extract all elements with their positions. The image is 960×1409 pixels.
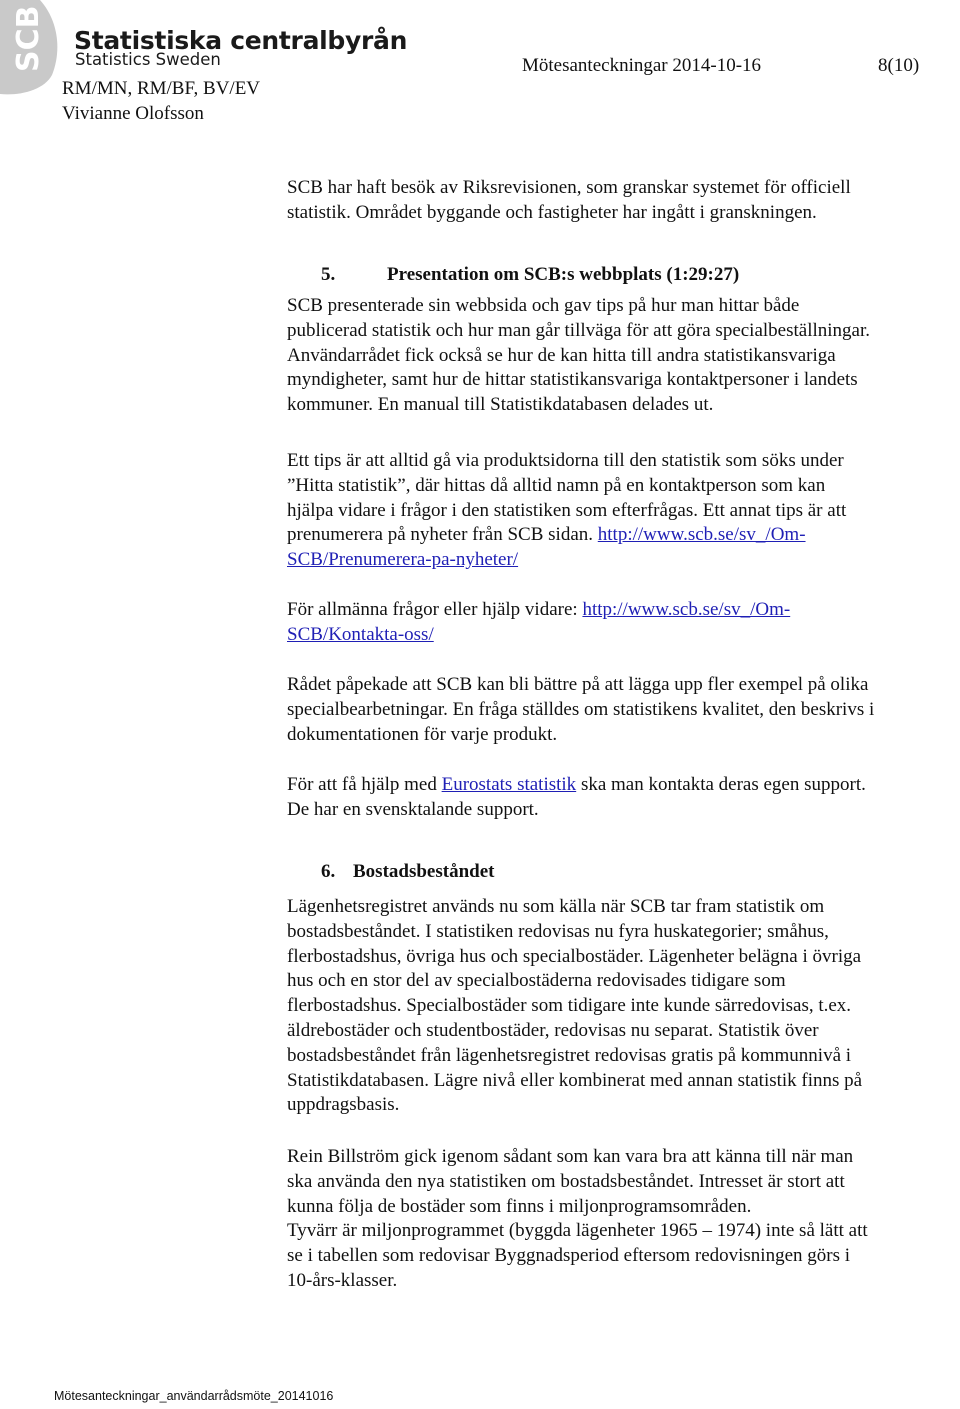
author-name: Vivianne Olofsson — [62, 103, 204, 124]
section-number: 5. — [321, 264, 336, 285]
text-line: Lägenhetsregistret används nu som källa när SCB tar fram statistik om — [287, 896, 825, 917]
text-line: flerbostadshus. Specialbostäder som tidigare inte kunde särredovisas, t.ex. — [287, 995, 852, 1017]
section-number: 6. — [321, 861, 336, 882]
text-segment: prenumerera på nyheter från SCB sidan. — [287, 524, 598, 546]
text-line: Statistikdatabasen. Lägre nivå eller kombinerat med annan statistik finns på — [287, 1069, 863, 1091]
section-heading-5 — [321, 263, 960, 288]
text-line: Rådet påpekade att SCB kan bli bättre på att lägga upp fler exempel på olika — [287, 674, 869, 695]
text-line: bostadsbeståndet från lägenhetsregistret redovisas gratis på kommunnivå i — [287, 1044, 852, 1066]
text-line: Tyvärr är miljonprogrammet (byggda lägenheter 1965 – 1974) inte så lätt att — [287, 1220, 868, 1242]
text-line: ”Hitta statistik”, där hittas då alltid namn på en kontaktperson som kan — [287, 474, 826, 496]
scb-logo-icon — [0, 0, 62, 95]
prenumerera-link-continued[interactable]: SCB/Prenumerera-pa-nyheter/ — [287, 549, 519, 571]
text-line: SCB har haft besök av Riksrevisionen, som granskar systemet för officiell — [287, 177, 851, 198]
section-heading-6 — [321, 860, 960, 885]
text-line: specialbearbetningar. En fråga ställdes om statistikens kvalitet, den beskrivs i — [287, 698, 875, 720]
text-line: hjälpa vidare i frågor i den statistiken som efterfrågas. Ett annat tips är att — [287, 499, 847, 521]
text-line: uppdragsbasis. — [287, 1094, 400, 1116]
footer-filename: Mötesanteckningar_användarrådsmöte_20141016 — [54, 1389, 334, 1403]
section-title: Presentation om SCB:s webbplats (1:29:27) — [387, 264, 740, 285]
text-line: De har en svensktalande support. — [287, 798, 539, 820]
text-line: ska använda den nya statistiken om bostadsbeståndet. Intresset är stort att — [287, 1170, 845, 1192]
paragraph-eurostat — [287, 773, 959, 823]
text-segment: ska man kontakta deras egen support. — [576, 774, 866, 795]
paragraph-miljonprogram — [287, 1145, 959, 1294]
organization-name-english: Statistics Sweden — [75, 50, 221, 69]
paragraph-tips — [287, 449, 959, 573]
text-line: hus och en stor del av specialbostäderna redovisades tidigare som — [287, 970, 786, 992]
text-line: se i tabellen som redovisar Byggnadsperiod eftersom redovisningen görs i — [287, 1245, 851, 1267]
page-number: 8(10) — [878, 55, 920, 76]
document-title: Mötesanteckningar 2014-10-16 — [522, 55, 762, 76]
logo-letters: SCB — [11, 5, 46, 72]
kontakta-oss-link[interactable]: http://www.scb.se/sv_/Om- — [582, 599, 791, 620]
text-segment: För att få hjälp med — [287, 774, 442, 795]
section-title: Bostadsbeståndet — [353, 861, 495, 882]
text-line: myndigheter, samt hur de hittar statistikansvariga kontaktpersoner i landets — [287, 369, 858, 391]
text-line: publicerad statistik och hur man går tillväga för att göra specialbeställningar. — [287, 319, 871, 341]
text-line: flerbostadshus, övriga hus och specialbostäder. Lägenheter belägna i övriga — [287, 945, 862, 967]
text-line: bostadsbeståndet. I statistiken redovisas nu fyra huskategorier; småhus, — [287, 920, 829, 942]
text-line: kunna följa de bostäder som finns i miljonprogramsområden. — [287, 1195, 752, 1217]
text-line: dokumentationen för varje produkt. — [287, 723, 558, 745]
text-line: Användarrådet fick också se hur de kan hitta till andra statistikansvariga — [287, 344, 836, 366]
prenumerera-link[interactable]: http://www.scb.se/sv_/Om- — [597, 524, 806, 546]
kontakta-oss-link-continued[interactable]: SCB/Kontakta-oss/ — [287, 623, 434, 645]
paragraph-bostadsbestandet — [287, 895, 959, 1118]
organization-name: Statistiska centralbyrån — [74, 26, 408, 55]
paragraph-webbplats — [287, 294, 959, 418]
paragraph-kontakt — [287, 598, 959, 648]
text-line: Rein Billström gick igenom sådant som kan vara bra att känna till när man — [287, 1146, 854, 1167]
text-line: statistik. Området byggande och fastigheter har ingått i granskningen. — [287, 201, 817, 223]
reference-line: RM/MN, RM/BF, BV/EV — [62, 78, 261, 99]
text-line: Ett tips är att alltid gå via produktsidorna till den statistik som söks under — [287, 450, 844, 471]
text-segment: För allmänna frågor eller hjälp vidare: — [287, 599, 583, 620]
text-line: äldrebostäder och studentbostäder, redovisas nu separat. Statistik över — [287, 1019, 819, 1041]
paragraph-riksrevisionen — [287, 176, 959, 226]
text-line: kommuner. En manual till Statistikdatabasen delades ut. — [287, 394, 714, 416]
text-line: 10-års-klasser. — [287, 1269, 398, 1291]
text-line: SCB presenterade sin webbsida och gav tips på hur man hittar både — [287, 295, 800, 316]
paragraph-specialbearbetningar — [287, 673, 959, 747]
eurostat-link[interactable]: Eurostats statistik — [441, 774, 577, 795]
